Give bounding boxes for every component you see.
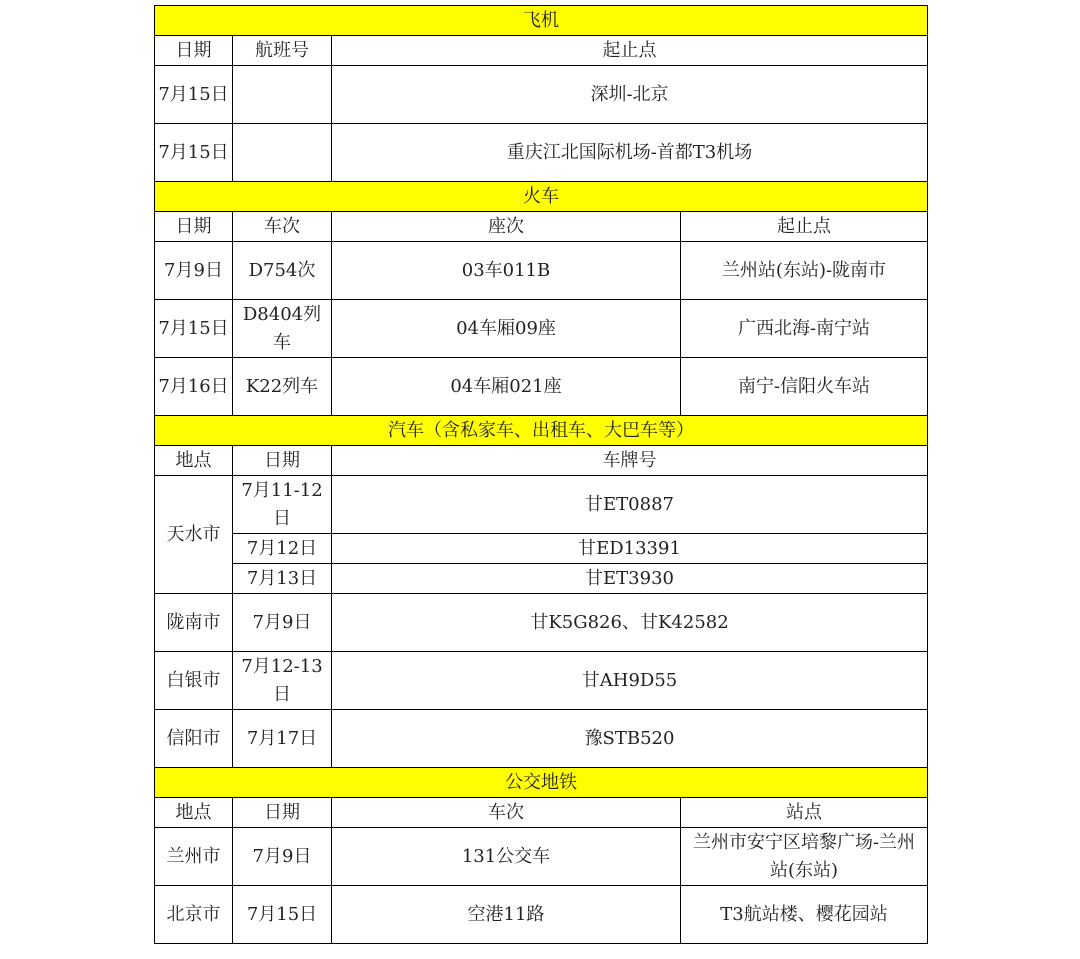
route-cell: 深圳-北京 (332, 66, 928, 124)
header-flight-number: 航班号 (233, 36, 332, 66)
plate-cell: 甘ET0887 (332, 476, 928, 534)
header-plate: 车牌号 (332, 446, 928, 476)
date-cell: 7月15日 (155, 300, 233, 358)
route-cell: 兰州站(东站)-陇南市 (681, 242, 928, 300)
header-date: 日期 (233, 798, 332, 828)
plate-cell: 豫STB520 (332, 710, 928, 768)
train-cell: D8404列车 (233, 300, 332, 358)
header-line: 车次 (332, 798, 681, 828)
section-header-train (155, 182, 928, 212)
date-cell: 7月12-13日 (233, 652, 332, 710)
column-headers-train (155, 212, 928, 242)
date-cell: 7月13日 (233, 564, 332, 594)
place-cell: 白银市 (155, 652, 233, 710)
header-date: 日期 (233, 446, 332, 476)
train-cell: D754次 (233, 242, 332, 300)
place-cell: 信阳市 (155, 710, 233, 768)
column-headers-bus (155, 798, 928, 828)
header-date: 日期 (155, 36, 233, 66)
section-title-bus: 公交地铁 (155, 768, 928, 798)
header-stop: 站点 (681, 798, 928, 828)
travel-info-table (154, 5, 928, 944)
seat-cell: 03车011B (332, 242, 681, 300)
seat-cell: 04车厢021座 (332, 358, 681, 416)
plate-cell: 甘AH9D55 (332, 652, 928, 710)
line-cell: 空港11路 (332, 886, 681, 944)
header-place: 地点 (155, 446, 233, 476)
date-cell: 7月11-12日 (233, 476, 332, 534)
section-header-bus (155, 768, 928, 798)
route-cell: 南宁-信阳火车站 (681, 358, 928, 416)
table-row (155, 564, 928, 594)
stop-cell: T3航站楼、樱花园站 (681, 886, 928, 944)
flight-cell (233, 66, 332, 124)
column-headers-plane (155, 36, 928, 66)
place-cell: 兰州市 (155, 828, 233, 886)
date-cell: 7月16日 (155, 358, 233, 416)
route-cell: 重庆江北国际机场-首都T3机场 (332, 124, 928, 182)
plate-cell: 甘K5G826、甘K42582 (332, 594, 928, 652)
table-row (155, 476, 928, 534)
stop-cell: 兰州市安宁区培黎广场-兰州站(东站) (681, 828, 928, 886)
date-cell: 7月9日 (155, 242, 233, 300)
section-title-car: 汽车（含私家车、出租车、大巴车等） (155, 416, 928, 446)
table-row (155, 828, 928, 886)
place-cell: 天水市 (155, 476, 233, 594)
header-seat: 座次 (332, 212, 681, 242)
header-route: 起止点 (681, 212, 928, 242)
table-row (155, 300, 928, 358)
table-row (155, 594, 928, 652)
section-header-plane (155, 6, 928, 36)
place-cell: 北京市 (155, 886, 233, 944)
table-row (155, 534, 928, 564)
table-row (155, 242, 928, 300)
header-date: 日期 (155, 212, 233, 242)
section-title-train: 火车 (155, 182, 928, 212)
table-row (155, 124, 928, 182)
train-cell: K22列车 (233, 358, 332, 416)
header-route: 起止点 (332, 36, 928, 66)
column-headers-car (155, 446, 928, 476)
header-place: 地点 (155, 798, 233, 828)
line-cell: 131公交车 (332, 828, 681, 886)
header-train-number: 车次 (233, 212, 332, 242)
table-row (155, 358, 928, 416)
section-title-plane: 飞机 (155, 6, 928, 36)
date-cell: 7月9日 (233, 828, 332, 886)
seat-cell: 04车厢09座 (332, 300, 681, 358)
date-cell: 7月9日 (233, 594, 332, 652)
table-row (155, 652, 928, 710)
place-cell: 陇南市 (155, 594, 233, 652)
section-header-car (155, 416, 928, 446)
table-row (155, 886, 928, 944)
date-cell: 7月12日 (233, 534, 332, 564)
flight-cell (233, 124, 332, 182)
date-cell: 7月17日 (233, 710, 332, 768)
date-cell: 7月15日 (155, 66, 233, 124)
date-cell: 7月15日 (155, 124, 233, 182)
table-row (155, 66, 928, 124)
table-row (155, 710, 928, 768)
plate-cell: 甘ED13391 (332, 534, 928, 564)
date-cell: 7月15日 (233, 886, 332, 944)
plate-cell: 甘ET3930 (332, 564, 928, 594)
route-cell: 广西北海-南宁站 (681, 300, 928, 358)
